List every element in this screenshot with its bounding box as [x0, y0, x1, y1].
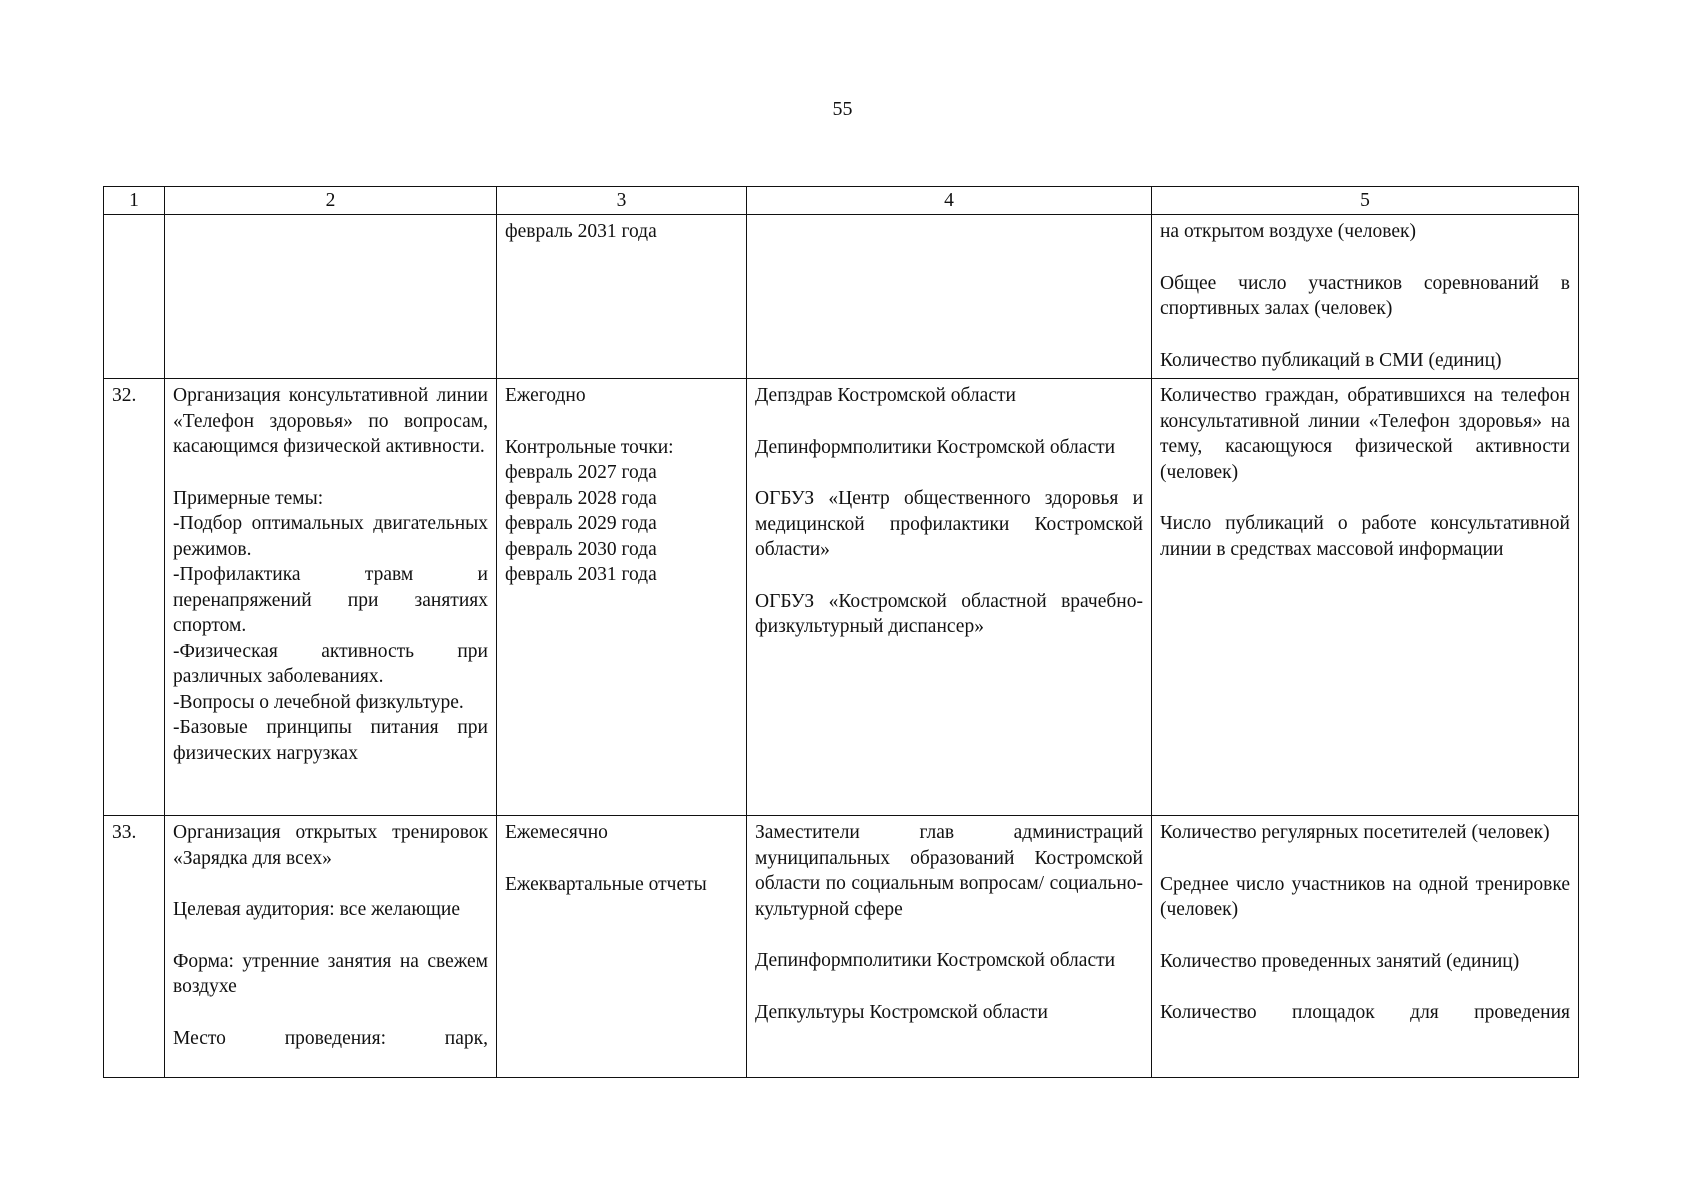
cont-activity-cell	[165, 215, 497, 379]
row-32-indicators-cell	[1152, 379, 1579, 816]
row-33-audience: Целевая аудитория: все желающие	[173, 899, 461, 920]
row-32-checkpoint-1: февраль 2027 года	[505, 462, 657, 483]
row-32-topics-label: Примерные темы:	[173, 487, 324, 509]
cont-num-cell	[104, 215, 165, 379]
row-33-reports: Ежеквартальные отчеты	[505, 873, 707, 895]
cont-indicator-1: на открытом воздухе (человек)	[1160, 221, 1416, 242]
row-32-topic-3: -Физическая активность при различных заболеваниях.	[173, 640, 488, 687]
row-32-responsible-1: Депздрав Костромской области	[755, 385, 1016, 406]
row-32-responsible-3: ОГБУЗ «Центр общественного здоровья и медицинской профилактики Костромской области»	[755, 488, 1143, 560]
header-col-3: 3	[497, 187, 747, 215]
row-33-indicators-cell	[1152, 816, 1579, 1078]
row-32-responsible-cell	[747, 379, 1152, 816]
header-col-1: 1	[104, 187, 165, 215]
continuation-row	[104, 215, 1579, 379]
cont-period-cell	[497, 215, 747, 379]
row-33-activity-cell	[165, 816, 497, 1078]
row-32-activity-cell	[165, 379, 497, 816]
row-32-indicator-1: Количество граждан, обратившихся на телефон консультативной линии «Телефон здоровья» на тему, касающуюся физической активности (человек)	[1160, 385, 1570, 483]
header-col-4: 4	[747, 187, 1152, 215]
row-33-indicator-3: Количество проведенных занятий (единиц)	[1160, 950, 1520, 972]
row-32-num: 32.	[104, 379, 165, 816]
row-33-title: Организация открытых тренировок «Зарядка для всех»	[173, 822, 488, 869]
row-33-responsible-cell	[747, 816, 1152, 1078]
page-number: 55	[832, 98, 853, 120]
row-32-topic-2: -Профилактика травм и перенапряжений при занятиях спортом.	[173, 564, 488, 636]
cont-indicator-2: Общее число участников соревнований в спортивных залах (человек)	[1160, 272, 1570, 319]
row-33-num: 33.	[104, 816, 165, 1078]
row-32-topic-4: -Вопросы о лечебной физкультуре.	[173, 691, 464, 713]
cont-period: февраль 2031 года	[505, 221, 657, 242]
row-32-period-cell	[497, 379, 747, 816]
header-col-2: 2	[165, 187, 497, 215]
row-32-checkpoint-5: февраль 2031 года	[505, 564, 657, 585]
row-32-topic-1: -Подбор оптимальных двигательных режимов.	[173, 513, 488, 560]
row-32-responsible-2: Депинформполитики Костромской области	[755, 436, 1116, 458]
row-33-indicator-2: Среднее число участников на одной тренировке (человек)	[1160, 873, 1570, 920]
cont-responsible-cell	[747, 215, 1152, 379]
row-32-indicator-2: Число публикаций о работе консультативной линии в средствах массовой информации	[1160, 513, 1570, 560]
row-32-topic-5: -Базовые принципы питания при физических нагрузках	[173, 717, 488, 764]
cont-indicator-3: Количество публикаций в СМИ (единиц)	[1160, 349, 1502, 371]
row-33-responsible-3: Депкультуры Костромской области	[755, 1001, 1048, 1023]
program-table	[103, 186, 1579, 1078]
row-33-period-cell	[497, 816, 747, 1078]
row-33-indicator-4: Количество площадок для проведения	[1160, 1002, 1570, 1023]
row-32-checkpoint-3: февраль 2029 года	[505, 513, 657, 534]
row-32	[104, 379, 1579, 816]
row-33-responsible-2: Депинформполитики Костромской области	[755, 950, 1116, 971]
cont-indicators-cell	[1152, 215, 1579, 379]
header-col-5: 5	[1152, 187, 1579, 215]
row-32-title: Организация консультативной линии «Телефон здоровья» по вопросам, касающимся физической активности.	[173, 385, 488, 457]
row-33-responsible-1: Заместители глав администраций муниципальных образований Костромской области по социальным вопросам/ социально-культурной сфере	[755, 822, 1143, 920]
row-33-form: Форма: утренние занятия на свежем воздухе	[173, 950, 488, 997]
row-32-responsible-4: ОГБУЗ «Костромской областной врачебно-физкультурный диспансер»	[755, 590, 1143, 637]
row-33-location: Место проведения: парк,	[173, 1027, 488, 1049]
row-33	[104, 816, 1579, 1078]
row-32-checkpoint-4: февраль 2030 года	[505, 538, 657, 560]
row-32-period: Ежегодно	[505, 385, 586, 406]
row-33-indicator-1: Количество регулярных посетителей (человек)	[1160, 822, 1550, 843]
header-row	[104, 187, 1579, 215]
row-33-period: Ежемесячно	[505, 822, 608, 843]
row-32-checkpoint-2: февраль 2028 года	[505, 487, 657, 509]
row-32-checkpoints-label: Контрольные точки:	[505, 436, 674, 458]
